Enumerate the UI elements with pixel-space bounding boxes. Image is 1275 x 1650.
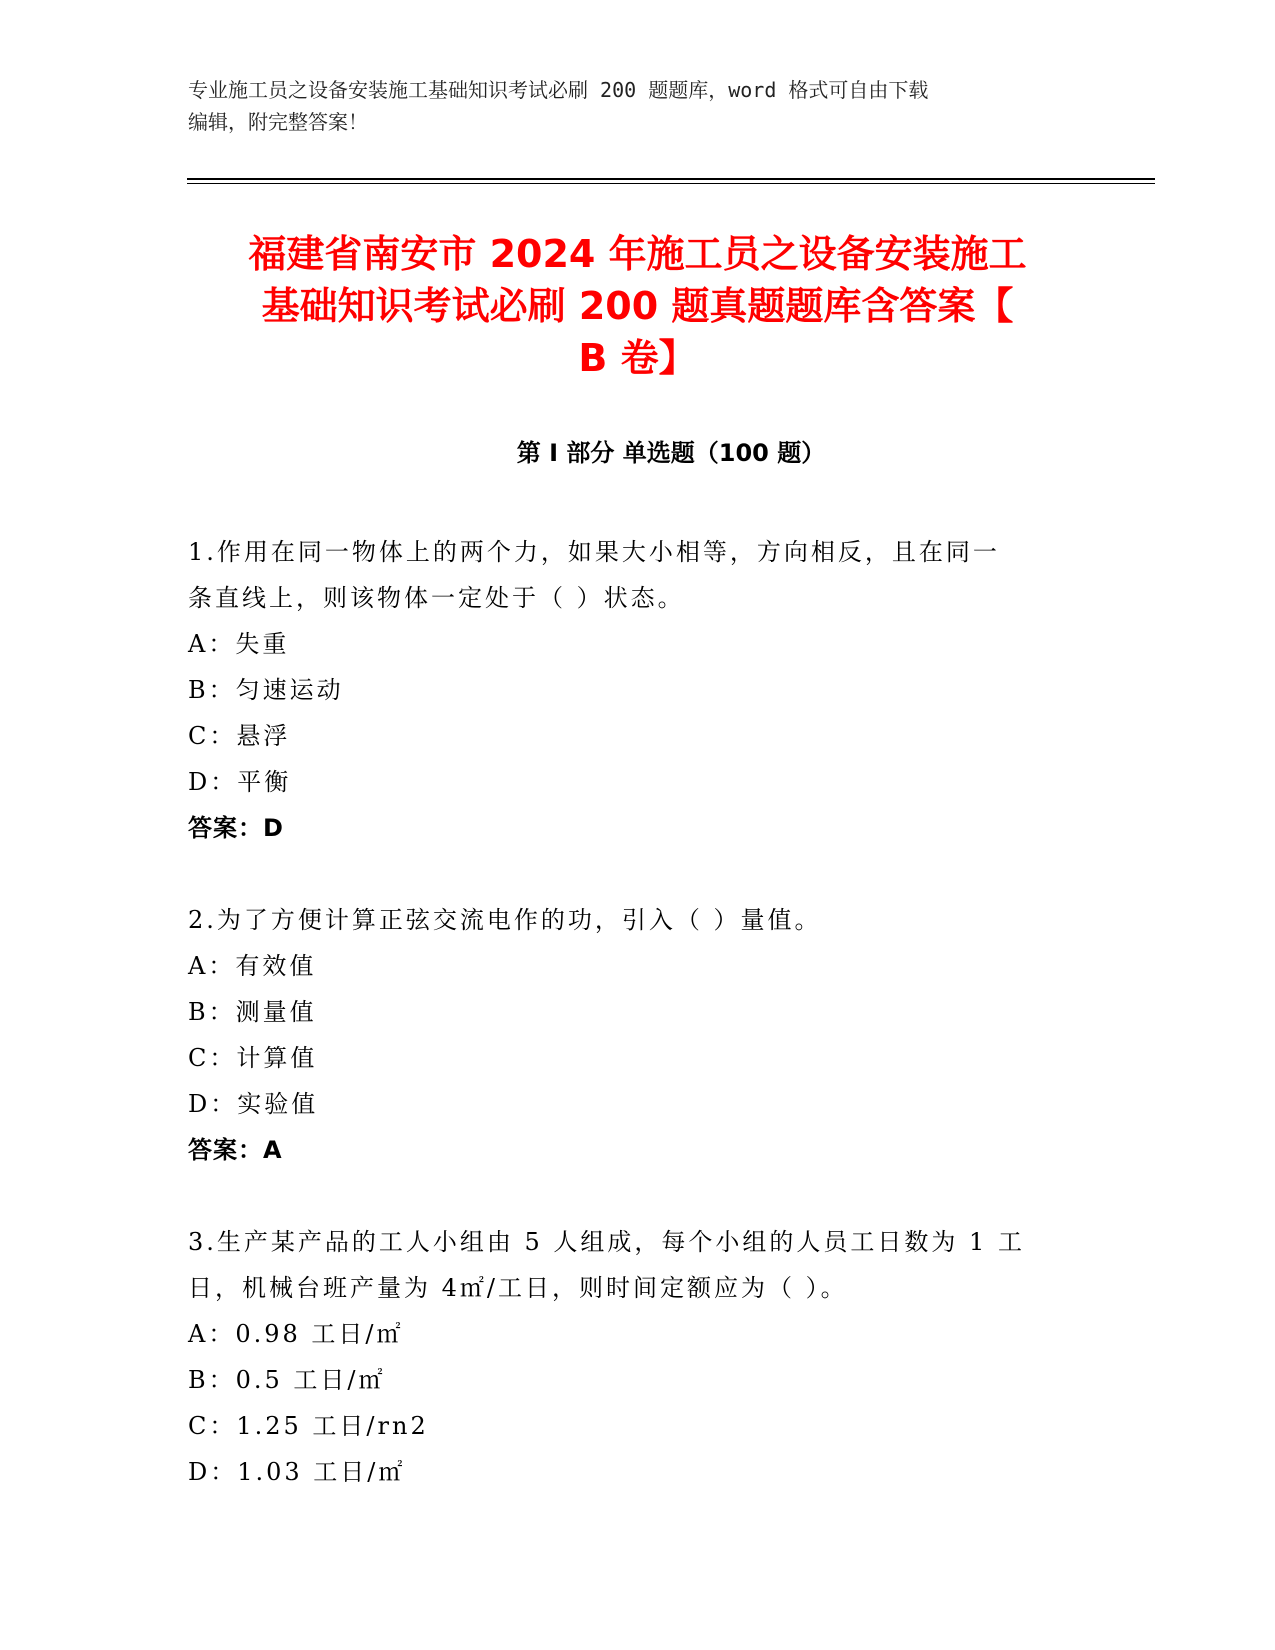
question-stem-line: 条直线上，则该物体一定处于（ ）状态。 bbox=[188, 584, 685, 612]
option-a: A：失重 bbox=[188, 630, 290, 658]
question-stem bbox=[188, 897, 1088, 943]
question-stem-line: 1.作用在同一物体上的两个力，如果大小相等，方向相反，且在同一 bbox=[188, 538, 1000, 566]
question-2 bbox=[188, 897, 1088, 1173]
answer: 答案：A bbox=[188, 1136, 283, 1164]
header-divider-thick bbox=[187, 178, 1155, 180]
option-a: A：0.98 工日/㎡ bbox=[188, 1320, 404, 1348]
header-note-line-1: 专业施工员之设备安装施工基础知识考试必刷 200 题题库，word 格式可自由下载 bbox=[188, 78, 929, 102]
question-3 bbox=[188, 1219, 1088, 1495]
option-c: C：悬浮 bbox=[188, 722, 291, 750]
header-divider-thin bbox=[187, 183, 1155, 184]
header-note bbox=[188, 74, 1088, 138]
question-1 bbox=[188, 529, 1088, 851]
option-a: A：有效值 bbox=[188, 952, 317, 980]
answer: 答案：D bbox=[188, 814, 284, 842]
option-d: D：平衡 bbox=[188, 768, 292, 796]
option-c: C：计算值 bbox=[188, 1044, 318, 1072]
question-list bbox=[188, 529, 1088, 1495]
option-d: D：实验值 bbox=[188, 1090, 319, 1118]
title-line-1: 福建省南安市 2024 年施工员之设备安装施工 bbox=[248, 232, 1027, 276]
option-d: D：1.03 工日/㎡ bbox=[188, 1458, 406, 1486]
question-stem-line: 日，机械台班产量为 4㎡/工日，则时间定额应为（ ）。 bbox=[188, 1274, 848, 1302]
question-stem bbox=[188, 1219, 1088, 1311]
question-spacer bbox=[188, 1173, 1088, 1219]
option-b: B：匀速运动 bbox=[188, 676, 344, 704]
title-line-3: B 卷】 bbox=[578, 336, 697, 380]
option-c: C：1.25 工日/rn2 bbox=[188, 1412, 429, 1440]
question-spacer bbox=[188, 851, 1088, 897]
option-b: B：0.5 工日/㎡ bbox=[188, 1366, 386, 1394]
option-b: B：测量值 bbox=[188, 998, 317, 1026]
title-line-2: 基础知识考试必刷 200 题真题题库含答案【 bbox=[261, 284, 1014, 328]
question-stem-line: 2.为了方便计算正弦交流电作的功，引入（ ）量值。 bbox=[188, 906, 822, 934]
section-title: 第 I 部分 单选题（100 题） bbox=[516, 439, 826, 467]
header-note-line-2: 编辑，附完整答案！ bbox=[188, 110, 368, 134]
question-stem-line: 3.生产某产品的工人小组由 5 人组成，每个小组的人员工日数为 1 工 bbox=[188, 1228, 1025, 1256]
question-stem bbox=[188, 529, 1088, 621]
document-title bbox=[140, 228, 1135, 384]
